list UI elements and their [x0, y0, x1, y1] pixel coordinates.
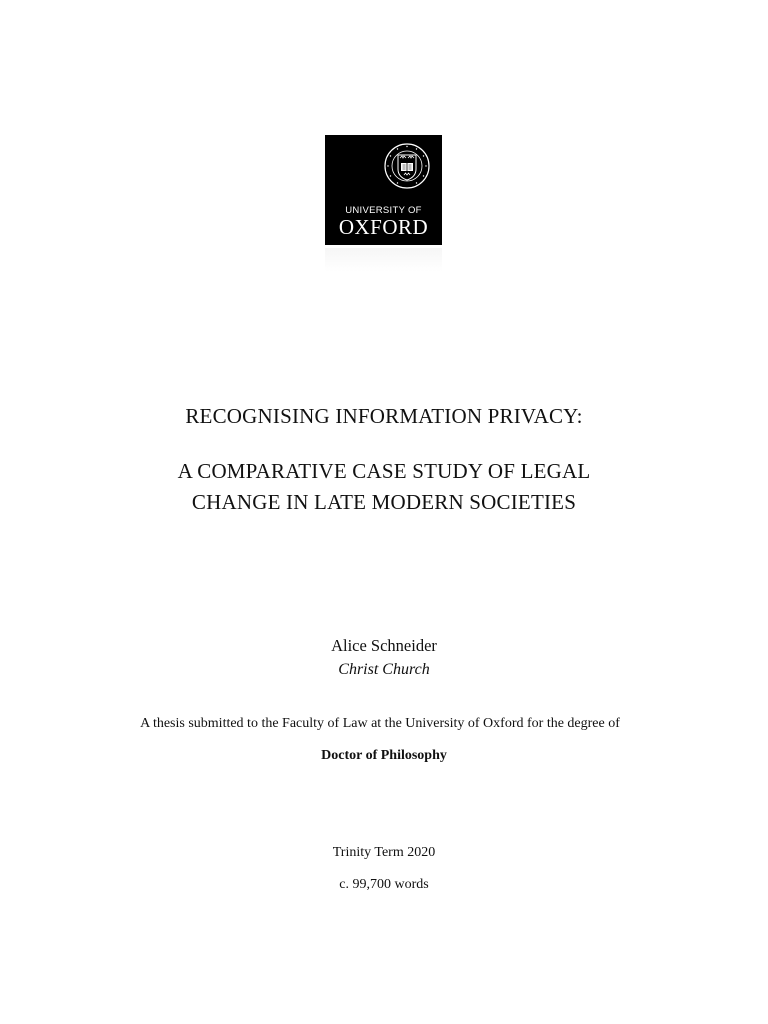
thesis-title: RECOGNISING INFORMATION PRIVACY: [185, 404, 583, 428]
logo-reflection [325, 248, 442, 272]
college-name: Christ Church [338, 661, 430, 678]
university-logo [325, 135, 442, 245]
author-name: Alice Schneider [331, 636, 437, 655]
thesis-subtitle [0, 456, 768, 518]
subtitle-line-1: A COMPARATIVE CASE STUDY OF LEGAL [177, 459, 591, 483]
logo-text-oxford: OXFORD [338, 215, 429, 239]
submission-statement: A thesis submitted to the Faculty of Law at the University of Oxford for the degree of [140, 716, 620, 731]
word-count: c. 99,700 words [339, 877, 429, 892]
subtitle-line-2: CHANGE IN LATE MODERN SOCIETIES [191, 490, 577, 514]
submission-term: Trinity Term 2020 [332, 845, 436, 860]
degree-name: Doctor of Philosophy [321, 748, 447, 763]
logo-text-university-of: UNIVERSITY OF [345, 205, 422, 216]
